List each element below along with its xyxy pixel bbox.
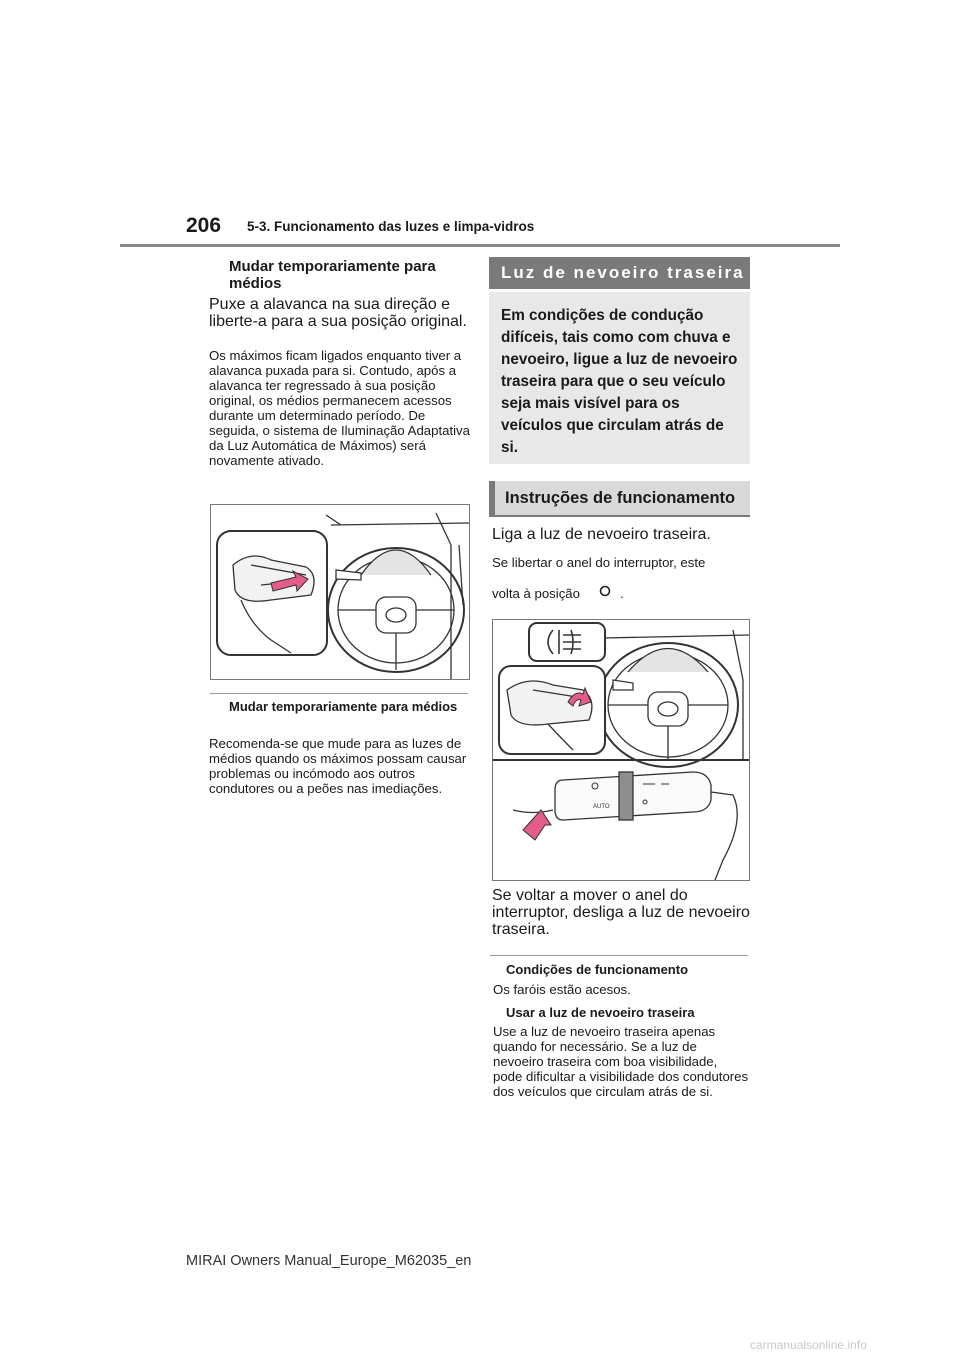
divider-2 <box>490 955 748 956</box>
intro-box: Em condições de condução difíceis, tais como com chuva e nevoeiro, ligue a luz de nevoeiro traseira para que o seu veículo seja mais visível para os veículos que circulam atrás de si. <box>489 292 750 464</box>
step-note-release: Se libertar o anel do interruptor, este <box>492 555 706 570</box>
heading-temporary-low-beam: Mudar temporariamente para médios <box>229 258 436 292</box>
page-number: 206 <box>186 214 222 237</box>
step-note-return: volta à posição <box>492 586 580 601</box>
watermark: carmanualsonline.info <box>750 1338 867 1352</box>
divider <box>210 693 468 694</box>
banner-rear-fog-light: Luz de nevoeiro traseira <box>489 257 750 289</box>
steering-wheel-lever-illustration <box>211 505 469 679</box>
note-high-beam-hold: Os máximos ficam ligados enquanto tiver a alavanca puxada para si. Contudo, após a alavanca ter regressado à sua posição original, os médios permanecem acessos durante um determinado período. De seguida, o sistema de Iluminação Adaptativa da Luz Automática de Máximos) será novamente ativado. <box>209 348 470 468</box>
step-note-end: . <box>620 586 624 601</box>
auto-label: AUTO <box>593 804 610 810</box>
heading-use-rear-fog: Usar a luz de nevoeiro traseira <box>506 1005 695 1020</box>
usage-text: Use a luz de nevoeiro traseira apenas quando for necessário. Se a luz de nevoeiro traseira com boa visibilidade, pode dificultar a visibilidade dos condutores dos veículos que circulam atrás de si. <box>493 1024 749 1099</box>
off-position-icon <box>598 584 612 603</box>
figure-fog-switch <box>492 619 750 881</box>
step-turn-off: Se voltar a mover o anel do interruptor, desliga a luz de nevoeiro traseira. <box>492 887 750 938</box>
section-title: 5-3. Funcionamento das luzes e limpa-vidros <box>247 219 535 234</box>
fog-switch-illustration <box>493 620 749 880</box>
heading-operating-conditions: Condições de funcionamento <box>506 962 689 977</box>
step-turn-on: Liga a luz de nevoeiro traseira. <box>492 526 711 543</box>
conditions-text: Os faróis estão acesos. <box>493 982 631 997</box>
heading-temporary-low-beam-2: Mudar temporariamente para médios <box>229 699 458 714</box>
figure-lever-pull <box>210 504 470 680</box>
footer-manual-name: MIRAI Owners Manual_Europe_M62035_en <box>186 1253 472 1269</box>
instruction-pull-lever: Puxe a alavanca na sua direção e liberte-a para a sua posição original. <box>209 296 467 330</box>
header-rule <box>120 244 840 247</box>
note-recommend-low-beam: Recomenda-se que mude para as luzes de médios quando os máximos possam causar problemas ou incómodo aos outros condutores ou a peões nas imediações. <box>209 736 467 796</box>
banner-operating-instructions: Instruções de funcionamento <box>489 481 750 517</box>
